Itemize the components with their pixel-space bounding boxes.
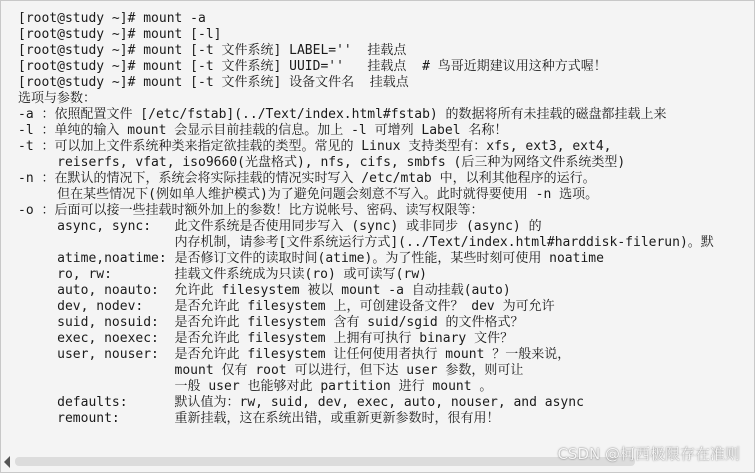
code-line: [root@study ~]# mount [-t 文件系统] LABEL='' 挂载点 <box>18 43 407 58</box>
code-line: dev, nodev: 是否允许此 filesystem 上，可创建设备文件？ dev 为可允许 <box>18 299 555 314</box>
scrollbar-thumb[interactable] <box>15 457 635 466</box>
code-content <box>18 11 754 427</box>
code-line: -a ：依照配置文件 [/etc/fstab](../Text/index.html#fstab) 的数据将所有未挂载的磁盘都挂载上来 <box>18 107 667 122</box>
code-line: 但在某些情况下(例如单人维护模式)为了避免问题会刻意不写入。此时就得要使用 -n 选项。 <box>18 187 599 202</box>
code-line: remount: 重新挂载，这在系统出错，或重新更新参数时，很有用！ <box>18 411 500 426</box>
code-line: user, nouser: 是否允许此 filesystem 让任何使用者执行 mount ？一般来说， <box>18 347 571 362</box>
code-line: async, sync: 此文件系统是否使用同步写入 (sync) 或非同步 (async) 的 <box>18 219 542 234</box>
code-line: [root@study ~]# mount -a <box>18 11 206 26</box>
code-line: [root@study ~]# mount [-t 文件系统] 设备文件名 挂载点 <box>18 75 409 90</box>
code-line: ro, rw: 挂载文件系统成为只读(ro) 或可读写(rw) <box>18 267 427 282</box>
code-line: reiserfs, vfat, iso9660(光盘格式), nfs, cifs, smbfs (后三种为网络文件系统类型) <box>18 155 626 170</box>
code-line: [root@study ~]# mount [-l] <box>18 27 222 42</box>
code-line: exec, noexec: 是否允许此 filesystem 上拥有可执行 binary 文件？ <box>18 331 514 346</box>
code-line: atime,noatime: 是否修订文件的读取时间(atime)。为了性能，某些时刻可使用 noatime <box>18 251 604 266</box>
code-line: auto, noauto: 允许此 filesystem 被以 mount -a 自动挂载(auto) <box>18 283 511 298</box>
code-line: suid, nosuid: 是否允许此 filesystem 含有 suid/sgid 的文件格式？ <box>18 315 524 330</box>
code-line: -t ：可以加上文件系统种类来指定欲挂载的类型。常见的 Linux 支持类型有：xfs, ext3, ext4, <box>18 139 612 154</box>
scroll-left-arrow-icon[interactable] <box>4 456 10 468</box>
code-line: 内存机制，请参考[文件系统运行方式](../Text/index.html#harddisk-filerun)。默 <box>18 235 714 250</box>
code-line: mount 仅有 root 可以进行，但下达 user 参数，则可让 <box>18 363 524 378</box>
watermark: CSDN @柯西极限存在准则 <box>557 445 740 463</box>
code-line: [root@study ~]# mount [-t 文件系统] UUID='' 挂载点 # 鸟哥近期建议用这种方式喔！ <box>18 59 607 74</box>
code-line: 一般 user 也能够对此 partition 进行 mount 。 <box>18 379 493 394</box>
code-line: -l ：单纯的输入 mount 会显示目前挂载的信息。加上 -l 可增列 Label 名称！ <box>18 123 508 138</box>
code-line: 选项与参数： <box>18 91 97 106</box>
code-line: -o ：后面可以接一些挂载时额外加上的参数！比方说帐号、密码、读写权限等： <box>18 203 484 218</box>
code-line: defaults: 默认值为：rw, suid, dev, exec, auto, nouser, and async <box>18 395 584 410</box>
code-line: -n ：在默认的情况下，系统会将实际挂载的情况实时写入 /etc/mtab 中，以利其他程序的运行。 <box>18 171 596 186</box>
